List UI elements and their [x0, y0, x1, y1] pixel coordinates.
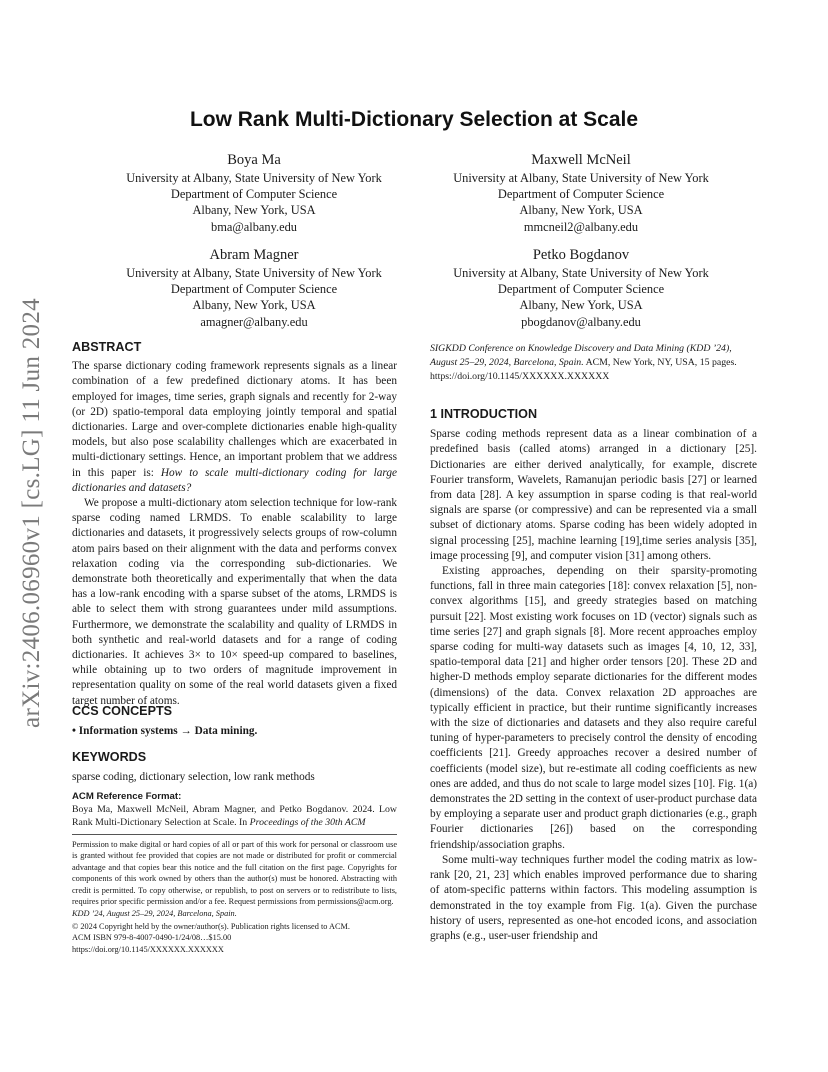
author-department: Department of Computer Science: [170, 187, 338, 202]
permission-text: Permission to make digital or hard copies of all or part of this work for personal or classroom use is granted without fee provided that copies are not made or distributed for profit or commercial advantage and that copies bear this notice and the full citation on the first page. Copyrights for components of this work owned by others than the author(s) must be honored. Abstracting with credit is permitted. To copy otherwise, or republish, to post on servers or to redistribute to lists, requires prior specific permission and/or a fee. Request permissions from permissions@acm.org.: [72, 840, 397, 907]
ccs-item: • Information systems → Data mining.: [72, 725, 258, 738]
paper-title: Low Rank Multi-Dictionary Selection at Scale: [189, 108, 639, 131]
abstract-heading: ABSTRACT: [72, 340, 142, 354]
author-name: Maxwell McNeil: [531, 152, 631, 168]
author-name: Petko Bogdanov: [532, 247, 630, 263]
introduction-paragraph: Sparse coding methods represent data as a linear combination of a predefined basis (called atoms) arranged in a dictionary [25]. Dictionaries are either derived analytically, for example, discrete Fourier transform, Wavelets, Ramanujan periodic basis [27] or learned from data [28]. A key assumption in sparse coding is that real-world signals are sparse (or compressive) and can be represented via a small subset of dictionary atoms. Sparse coding has been widely adopted in signal processing [25], machine learning [19],time series analysis [35], image processing [9], and computer vision [31] among others.: [430, 428, 757, 562]
abstract-paragraph: We propose a multi-dictionary atom selection technique for low-rank sparse coding named LRMDS. To enable scalability to large dictionaries and datasets, it progressively selects groups of row-column atom pairs based on their alignment with the data and performs convex relaxation coding via the corresponding sub-dictionaries. We demonstrate both theoretically and experimentally that when the data has a low-rank encoding with a sparse subset of the atoms, LRMDS is able to select them with strong guarantees under mild assumptions. Furthermore, we demonstrate the scalability and quality of LRMDS in both synthetic and real-world datasets and for a range of coding dictionaries. It achieves 3× to 10× speed-up compared to baselines, while obtaining up to two orders of magnitude improvement in representation quality on some of the real world datasets given a fixed target number of atoms.: [72, 497, 397, 707]
introduction-paragraph: Existing approaches, depending on their sparsity-promoting functions, fall in three main categories [18]: convex relaxation [5], non-convex algorithms [15], and greedy strategies based on matching pursuit [22]. Most existing work focuses on 1D (vector) signals such as time series [27] and graph signals [8]. More recent approaches employ sparse coding for multi-way datasets such as images [4, 10, 12, 33], spatio-temporal data [21] and higher order tensors [20]. These 2D and higher-D methods employ separate dictionaries for the different modes (dimensions) of the data. Convex relaxation 2D approaches are typically efficient in practice, but their runtime significantly increases with the size of dictionaries and datasets and they also require careful tuning of hyper-parameters to precisely control the density of encoding coefficients [21]. Greedy approaches recover a desired number of coefficients (model size), but re-estimate all coding coefficients as new ones are added, and thus do not scale to large model sizes [10]. Fig. 1(a) demonstrates the 2D setting in the context of user-product purchase data by employing a separate user and product graph dictionaries (e.g., graph Fourier dictionaries [26]) based on the corresponding friendship/association graphs.: [430, 565, 757, 851]
abstract-section: [72, 340, 397, 709]
footnote-divider: [72, 834, 397, 835]
author-department: Department of Computer Science: [497, 282, 665, 297]
permission-notice: [72, 839, 397, 955]
introduction-heading: 1 INTRODUCTION: [430, 407, 538, 421]
ccs-section: [72, 704, 397, 739]
permission-isbn: ACM ISBN 979-8-4007-0490-1/24/08…$15.00: [72, 933, 232, 943]
author-email: amagner@albany.edu: [200, 314, 308, 329]
keywords-section: [72, 750, 397, 785]
author-affiliation: University at Albany, State University of New York: [126, 171, 382, 185]
permission-copyright: © 2024 Copyright held by the owner/author(s). Publication rights licensed to ACM.: [72, 921, 350, 931]
author-email: bma@albany.edu: [211, 219, 297, 234]
author-block: [89, 246, 419, 330]
author-department: Department of Computer Science: [170, 282, 338, 297]
author-affiliation: University at Albany, State University of New York: [453, 266, 709, 280]
ccs-heading: CCS CONCEPTS: [72, 704, 173, 718]
permission-doi: https://doi.org/10.1145/XXXXXX.XXXXXX: [72, 944, 224, 954]
author-affiliation: University at Albany, State University of New York: [453, 171, 709, 185]
author-block: [416, 151, 746, 235]
conference-reference: [430, 342, 757, 384]
author-department: Department of Computer Science: [497, 187, 665, 202]
author-affiliation: University at Albany, State University of New York: [126, 266, 382, 280]
introduction-paragraph: Some multi-way techniques further model the coding matrix as low-rank [20, 21, 23] which enables improved performance due to sharing of atom-specific patterns within factors. This modeling assumption is demonstrated in the toy example from Fig. 1(a). Given the purchase history of users, represented as one-hot encoded icons, and association graphs (e.g., user-user friendship and: [430, 853, 757, 942]
author-city: Albany, New York, USA: [519, 298, 643, 313]
conference-reference-text: SIGKDD Conference on Knowledge Discovery and Data Mining (KDD ’24), August 25–29, 2024, Barcelona, Spain. ACM, New York, NY, USA, 15 pages. https://doi.org/10.1145/XXXXXX.XXXXXX: [430, 343, 737, 382]
arxiv-side-stamp: arXiv:2406.06960v1 [cs.LG] 11 Jun 2024: [18, 298, 45, 728]
introduction-section: [430, 407, 757, 944]
abstract-paragraph: The sparse dictionary coding framework represents signals as a linear combination of a few predefined dictionary atoms. It has been employed for images, time series, graph signals and recently for 2-way (or 2D) spatio-temporal data employing jointly temporal and spatial dictionaries. Large and over-complete dictionaries enable high-quality models, but also pose scalability challenges which are exacerbated in multi-dictionary settings. Hence, an important problem that we address in this paper is: How to scale multi-dictionary coding for large dictionaries and datasets?: [72, 360, 397, 494]
author-city: Albany, New York, USA: [519, 203, 643, 218]
author-city: Albany, New York, USA: [192, 203, 316, 218]
keywords-text: sparse coding, dictionary selection, low rank methods: [72, 771, 315, 784]
author-city: Albany, New York, USA: [192, 298, 316, 313]
permission-conference: KDD ’24, August 25–29, 2024, Barcelona, Spain.: [72, 909, 237, 919]
author-email: mmcneil2@albany.edu: [523, 219, 639, 234]
author-block: [416, 246, 746, 330]
author-name: Abram Magner: [209, 247, 299, 263]
keywords-heading: KEYWORDS: [72, 750, 147, 764]
author-name: Boya Ma: [227, 152, 281, 168]
acm-reference-heading: ACM Reference Format:: [72, 791, 182, 802]
author-email: pbogdanov@albany.edu: [521, 314, 641, 329]
acm-reference: [72, 790, 397, 829]
acm-reference-text: Boya Ma, Maxwell McNeil, Abram Magner, and Petko Bogdanov. 2024. Low Rank Multi-Dictionary Selection at Scale. In Proceedings of the 30th ACM: [72, 804, 397, 828]
author-block: [89, 151, 419, 235]
